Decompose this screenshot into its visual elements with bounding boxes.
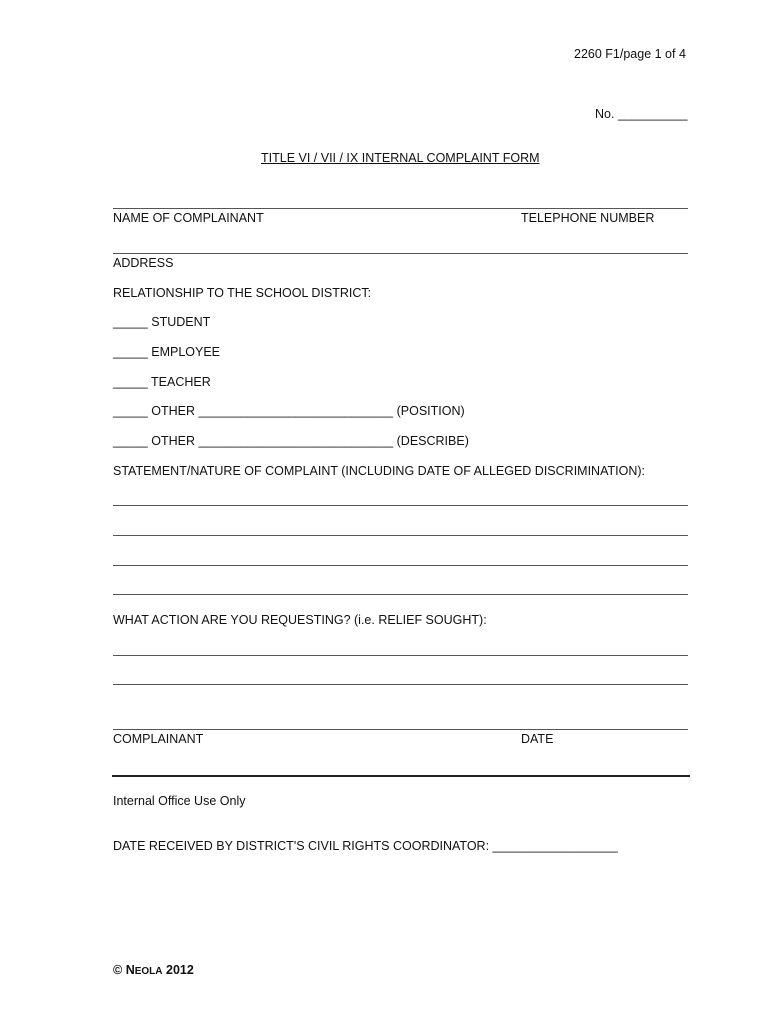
copyright-symbol: ©: [113, 963, 123, 977]
name-phone-line[interactable]: [113, 208, 688, 209]
option-label: OTHER ____________________________: [151, 404, 394, 418]
copyright-year: 2012: [166, 963, 194, 977]
date-received-label: DATE RECEIVED BY DISTRICT'S CIVIL RIGHTS COORDINATOR:: [113, 839, 490, 853]
phone-label: TELEPHONE NUMBER: [521, 211, 655, 225]
name-label: NAME OF COMPLAINANT: [113, 211, 264, 225]
complainant-label: COMPLAINANT: [113, 732, 204, 746]
section-divider: [112, 775, 690, 777]
statement-line[interactable]: [113, 565, 688, 566]
option-blank: _____: [113, 375, 148, 389]
option-employee[interactable]: [113, 345, 220, 359]
page-reference: 2260 F1/page 1 of 4: [574, 47, 686, 61]
option-blank: _____: [113, 315, 148, 329]
relationship-label: RELATIONSHIP TO THE SCHOOL DISTRICT:: [113, 286, 372, 300]
option-teacher[interactable]: [113, 375, 211, 389]
option-student[interactable]: [113, 315, 210, 329]
date-received-row[interactable]: [113, 839, 618, 853]
form-title: TITLE VI / VII / IX INTERNAL COMPLAINT FORM: [261, 151, 540, 165]
option-label: EMPLOYEE: [151, 345, 221, 359]
brand-rest: EOLA: [134, 966, 163, 977]
option-label: TEACHER: [151, 375, 211, 389]
option-suffix: (DESCRIBE): [396, 434, 469, 448]
signature-line[interactable]: [113, 729, 688, 730]
option-blank: _____: [113, 345, 148, 359]
action-line[interactable]: [113, 655, 688, 656]
option-blank: _____: [113, 404, 148, 418]
statement-line[interactable]: [113, 594, 688, 595]
brand-first: N: [125, 963, 135, 977]
option-suffix: (POSITION): [396, 404, 465, 418]
office-use-heading: Internal Office Use Only: [113, 794, 246, 808]
action-line[interactable]: [113, 684, 688, 685]
date-label: DATE: [521, 732, 554, 746]
statement-line[interactable]: [113, 505, 688, 506]
copyright: [113, 963, 194, 977]
date-received-blank: __________________: [492, 839, 618, 853]
option-other-position[interactable]: [113, 404, 465, 418]
address-line[interactable]: [113, 253, 688, 254]
form-number: No. __________: [595, 107, 688, 121]
option-other-describe[interactable]: [113, 434, 469, 448]
option-blank: _____: [113, 434, 148, 448]
statement-line[interactable]: [113, 535, 688, 536]
option-label: OTHER ____________________________: [151, 434, 394, 448]
option-label: STUDENT: [151, 315, 211, 329]
action-label: WHAT ACTION ARE YOU REQUESTING? (i.e. RELIEF SOUGHT):: [113, 613, 487, 627]
address-label: ADDRESS: [113, 256, 174, 270]
statement-label: STATEMENT/NATURE OF COMPLAINT (INCLUDING DATE OF ALLEGED DISCRIMINATION):: [113, 464, 645, 478]
